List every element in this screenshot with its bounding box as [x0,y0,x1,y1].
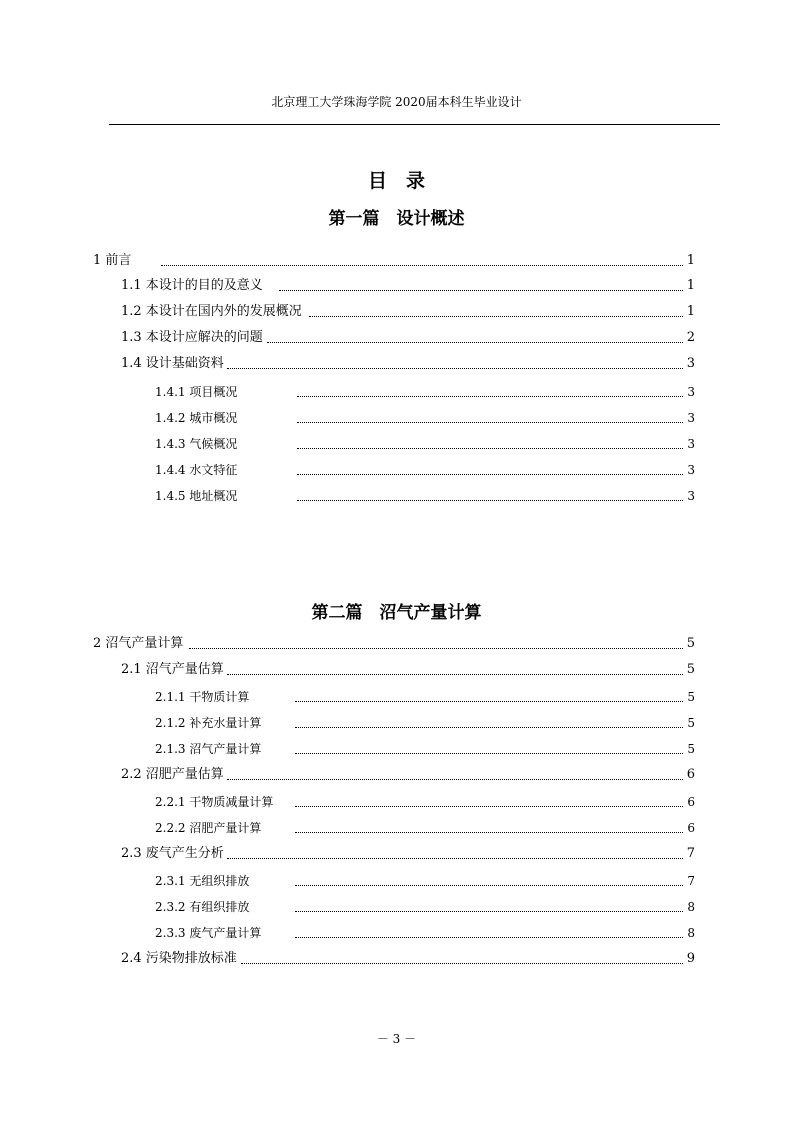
part-title-1: 第一篇 设计概述 [328,209,465,229]
page-number: － 3 － [376,1032,417,1046]
toc-leader-dots [297,435,683,449]
toc-entry-page: 3 [687,385,695,399]
toc-entry[interactable] [155,714,695,732]
toc-entry[interactable] [155,898,695,916]
toc-entry-label: 2.1.1 干物质计算 [155,690,250,704]
toc-entry-page: 8 [687,926,695,940]
toc-leader-dots [297,383,683,397]
toc-entry[interactable] [155,688,695,706]
toc-entry-label: 2.3.3 废气产量计算 [155,926,262,940]
toc-leader-dots [241,950,683,964]
toc-entry[interactable] [121,766,695,784]
toc-entry-label: 1.2 本设计在国内外的发展概况 [121,304,302,319]
toc-leader-dots [295,872,683,886]
toc-entry-label: 2.2.2 沼肥产量计算 [155,821,262,835]
toc-entry-label: 1.1 本设计的目的及意义 [121,278,263,293]
toc-entry-label: 1.4.2 城市概况 [155,411,238,425]
toc-leader-dots [297,461,683,475]
toc-entry[interactable] [155,409,695,427]
toc-entry-label: 2.2.1 干物质减量计算 [155,795,274,809]
toc-entry-page: 1 [686,253,695,268]
toc-entry[interactable] [155,740,695,758]
toc-entry[interactable] [121,845,695,863]
toc-leader-dots [189,635,683,649]
toc-leader-dots [227,766,683,780]
toc-entry-page: 6 [686,767,695,782]
toc-entry-page: 3 [687,489,695,503]
toc-entry-page: 8 [687,900,695,914]
toc-entry[interactable] [93,635,695,653]
toc-entry-page: 6 [687,795,695,809]
toc-entry-label: 2 沼气产量计算 [93,636,184,651]
toc-leader-dots [297,487,683,501]
toc-leader-dots [295,740,683,754]
toc-entry-label: 2.1.3 沼气产量计算 [155,742,262,756]
toc-leader-dots [297,409,683,423]
toc-leader-dots [227,355,683,369]
toc-entry-label: 1.4.5 地址概况 [155,489,238,503]
toc-leader-dots [295,924,683,938]
toc-entry-page: 6 [687,821,695,835]
toc-entry-label: 1.3 本设计应解决的问题 [121,330,263,345]
toc-entry[interactable] [155,793,695,811]
toc-entry-label: 2.2 沼肥产量估算 [121,767,224,782]
toc-entry-label: 2.3.2 有组织排放 [155,900,250,914]
toc-entry-page: 3 [687,437,695,451]
toc-entry-page: 3 [686,356,695,371]
toc-entry-page: 2 [686,330,695,345]
toc-title: 目 录 [367,170,425,192]
toc-leader-dots [161,252,683,266]
toc-leader-dots [279,277,683,291]
toc-entry-page: 3 [687,411,695,425]
toc-entry-page: 7 [687,874,695,888]
toc-entry-label: 1 前言 [93,253,132,268]
toc-entry[interactable] [121,355,695,373]
toc-entry-label: 2.1 沼气产量估算 [121,662,224,677]
toc-entry[interactable] [155,383,695,401]
toc-entry[interactable] [155,872,695,890]
part-title-2: 第二篇 沼气产量计算 [311,603,482,623]
toc-leader-dots [295,819,683,833]
toc-entry-page: 5 [687,690,695,704]
toc-entry-label: 2.3 废气产生分析 [121,846,224,861]
toc-entry[interactable] [155,924,695,942]
toc-entry-page: 9 [686,951,695,966]
toc-leader-dots [227,661,683,675]
toc-entry[interactable] [121,277,695,295]
toc-entry-label: 1.4.3 气候概况 [155,437,238,451]
toc-leader-dots [295,688,683,702]
toc-entry[interactable] [155,487,695,505]
toc-entry[interactable] [155,461,695,479]
toc-entry[interactable] [121,661,695,679]
toc-leader-dots [295,793,683,807]
toc-leader-dots [309,303,683,317]
toc-entry-label: 2.1.2 补充水量计算 [155,716,262,730]
toc-leader-dots [295,898,683,912]
toc-entry-label: 2.3.1 无组织排放 [155,874,250,888]
toc-entry-label: 1.4 设计基础资料 [121,356,224,371]
toc-entry-page: 5 [687,742,695,756]
toc-entry[interactable] [121,329,695,347]
toc-entry[interactable] [155,435,695,453]
page-header-text: 北京理工大学珠海学院 2020届本科生毕业设计 [271,95,522,109]
toc-entry-page: 1 [686,304,695,319]
toc-entry[interactable] [155,819,695,837]
toc-leader-dots [295,714,683,728]
header-rule [109,124,720,125]
toc-entry-page: 1 [686,278,695,293]
toc-entry-page: 7 [686,846,695,861]
toc-entry[interactable] [121,303,695,321]
toc-entry-page: 5 [686,662,695,677]
toc-entry-label: 2.4 污染物排放标准 [121,951,237,966]
toc-entry[interactable] [121,950,695,968]
toc-leader-dots [267,329,683,343]
toc-entry-page: 5 [687,716,695,730]
toc-entry-page: 5 [686,636,695,651]
toc-entry-page: 3 [687,463,695,477]
toc-entry-label: 1.4.1 项目概况 [155,385,238,399]
toc-entry-label: 1.4.4 水文特征 [155,463,238,477]
toc-leader-dots [227,845,683,859]
toc-entry[interactable] [93,252,695,270]
